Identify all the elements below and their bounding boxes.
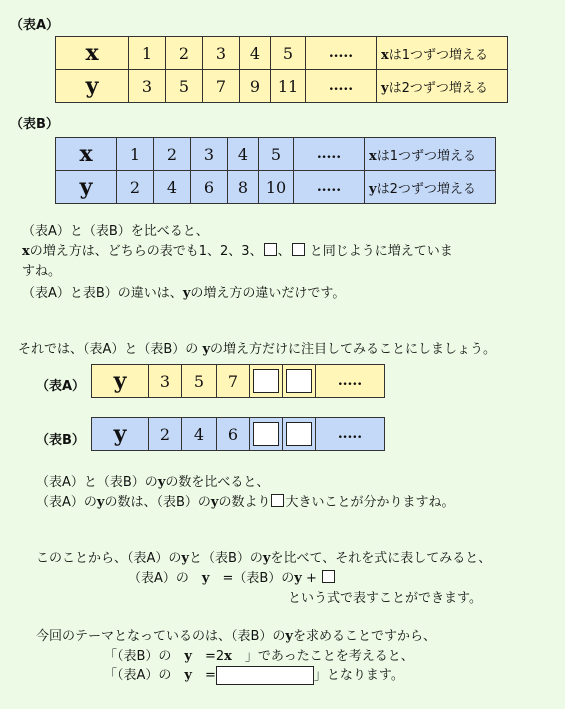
text: + <box>301 571 322 586</box>
para4-line3: という式で表すことができます。 <box>288 591 482 606</box>
var-y: y <box>294 571 302 586</box>
text: の増え方の違いだけです。 <box>190 286 346 301</box>
text: の増え方は、どちらの表でも1、2、3、 <box>29 244 263 259</box>
small-a-cell: 7 <box>217 365 250 398</box>
var-y: y <box>157 475 166 490</box>
table-a-y-note <box>377 70 508 103</box>
small-b-row <box>92 418 385 451</box>
table-b-x-cell: 2 <box>154 138 191 171</box>
text: =（表B）の <box>209 571 295 586</box>
small-table-a <box>91 364 385 398</box>
note-text: は2つずつ増える <box>376 181 476 197</box>
note-var: y <box>369 181 377 197</box>
table-a-y-cell: 11 <box>271 70 306 103</box>
text: = <box>191 668 216 683</box>
var-y: y <box>210 495 219 510</box>
table-b-y-cell: 2 <box>117 171 154 204</box>
small-a-blank-cell <box>283 365 316 398</box>
table-b-x-row <box>56 138 496 171</box>
text: （表A）の <box>128 571 202 586</box>
text: 」であったことを考えると、 <box>231 649 414 664</box>
para5-line2 <box>104 645 414 664</box>
blank-box[interactable] <box>271 494 284 507</box>
text: と同じように増えていま <box>305 244 453 259</box>
table-b-y-cell: 4 <box>154 171 191 204</box>
table-b-y-cell: 6 <box>191 171 228 204</box>
table-b-y-cell: 10 <box>259 171 294 204</box>
note-text: は1つずつ増える <box>376 148 477 164</box>
table-a-x-cell: 1 <box>129 37 166 70</box>
table-b-x-cell: 1 <box>117 138 154 171</box>
table-a-y-cell: 7 <box>203 70 240 103</box>
text: を比べて、それを式に表してみると、 <box>270 551 492 566</box>
para2 <box>18 338 496 357</box>
table-a <box>55 36 508 103</box>
text: 、 <box>277 244 291 259</box>
table-a-y-cell: 5 <box>166 70 203 103</box>
var-y: y <box>182 286 191 301</box>
text: （表A）と（表B）の <box>36 475 158 490</box>
table-b-y-note <box>365 171 496 204</box>
table-b-x-cell: 3 <box>191 138 228 171</box>
text: 」となります。 <box>313 668 404 683</box>
table-b-x-note <box>365 138 496 171</box>
table-a-y-row <box>56 70 508 103</box>
blank-box[interactable] <box>292 243 305 256</box>
blank-box[interactable] <box>253 369 279 393</box>
small-a-var: y <box>92 365 149 398</box>
var-y: y <box>184 649 192 664</box>
var-y: y <box>285 629 293 644</box>
table-a-y-dots: ..... <box>306 70 377 103</box>
text: と（表B）の <box>188 551 263 566</box>
blank-box[interactable] <box>322 570 335 583</box>
note-var: y <box>381 80 389 96</box>
small-b-cell: 4 <box>182 418 217 451</box>
blank-box[interactable] <box>253 422 279 446</box>
small-a-cell: 5 <box>182 365 217 398</box>
small-b-label: （表B） <box>36 433 85 448</box>
para1-line2 <box>22 240 453 259</box>
text: （表A）の <box>36 495 97 510</box>
text: （表A）と表B）の違いは、 <box>22 286 183 301</box>
text: の数を比べると、 <box>165 475 270 490</box>
text: =2 <box>191 649 225 664</box>
para5-line3 <box>104 664 404 685</box>
text: それでは、（表A）と（表B）の <box>18 342 203 357</box>
text: 「（表A）の <box>104 668 185 683</box>
text: を求めることですから、 <box>292 629 436 644</box>
table-a-x-dots: ..... <box>306 37 377 70</box>
table-a-x-cell: 5 <box>271 37 306 70</box>
table-b-x-cell: 4 <box>228 138 259 171</box>
text: の増え方だけに注目してみることにしましょう。 <box>210 342 497 357</box>
table-a-y-label: y <box>56 70 129 103</box>
small-a-dots: ..... <box>316 365 385 398</box>
small-b-blank-cell <box>250 418 283 451</box>
table-a-x-label: x <box>56 37 129 70</box>
small-a-row <box>92 365 385 398</box>
text: 今回のテーマとなっているのは、（表B）の <box>36 629 286 644</box>
blank-box[interactable] <box>286 422 312 446</box>
small-b-blank-cell <box>283 418 316 451</box>
var-y: y <box>202 342 211 357</box>
para4-line1 <box>36 547 491 566</box>
text: 「（表B）の <box>104 649 185 664</box>
note-text: は1つずつ増える <box>388 47 489 63</box>
small-a-blank-cell <box>250 365 283 398</box>
var-x: x <box>22 244 30 259</box>
small-b-dots: ..... <box>316 418 385 451</box>
para3-line2 <box>36 491 454 510</box>
para4-line2 <box>128 567 336 586</box>
note-text: は2つずつ増える <box>388 80 488 96</box>
var-y: y <box>201 571 210 586</box>
text: の数より <box>218 495 271 510</box>
var-y: y <box>96 495 105 510</box>
table-b-y-label: y <box>56 171 117 204</box>
para1-line3: すね。 <box>22 264 62 279</box>
note-var: x <box>369 148 377 164</box>
text: このことから、（表A）の <box>36 551 182 566</box>
table-b <box>55 137 496 204</box>
var-y: y <box>184 668 192 683</box>
table-a-x-note <box>377 37 508 70</box>
table-b-y-cell: 8 <box>228 171 259 204</box>
text: 大きいことが分かりますね。 <box>285 495 455 510</box>
table-b-x-cell: 5 <box>259 138 294 171</box>
text: の数は、（表B）の <box>104 495 211 510</box>
note-var: x <box>381 47 389 63</box>
para1-line4 <box>22 282 345 301</box>
var-x: x <box>224 649 232 664</box>
para1-line1: （表A）と（表B）を比べると、 <box>22 224 209 239</box>
table-b-y-row <box>56 171 496 204</box>
table-a-x-row <box>56 37 508 70</box>
small-table-b <box>91 417 385 451</box>
small-b-cell: 2 <box>149 418 182 451</box>
var-y: y <box>262 551 271 566</box>
table-b-x-label: x <box>56 138 117 171</box>
table-b-y-dots: ..... <box>294 171 365 204</box>
table-b-x-dots: ..... <box>294 138 365 171</box>
table-a-y-cell: 9 <box>240 70 271 103</box>
table-a-x-cell: 3 <box>203 37 240 70</box>
blank-box[interactable] <box>286 369 312 393</box>
table-a-label: （表A） <box>10 18 60 33</box>
para3-line1 <box>36 471 269 490</box>
answer-box[interactable] <box>216 666 314 685</box>
table-a-x-cell: 4 <box>240 37 271 70</box>
small-a-cell: 3 <box>149 365 182 398</box>
table-a-y-cell: 3 <box>129 70 166 103</box>
blank-box[interactable] <box>264 243 277 256</box>
var-y: y <box>181 551 189 566</box>
table-b-label: （表B） <box>10 117 59 132</box>
small-b-cell: 6 <box>217 418 250 451</box>
small-b-var: y <box>92 418 149 451</box>
small-a-label: （表A） <box>36 379 86 394</box>
para5-line1 <box>36 625 436 644</box>
table-a-x-cell: 2 <box>166 37 203 70</box>
